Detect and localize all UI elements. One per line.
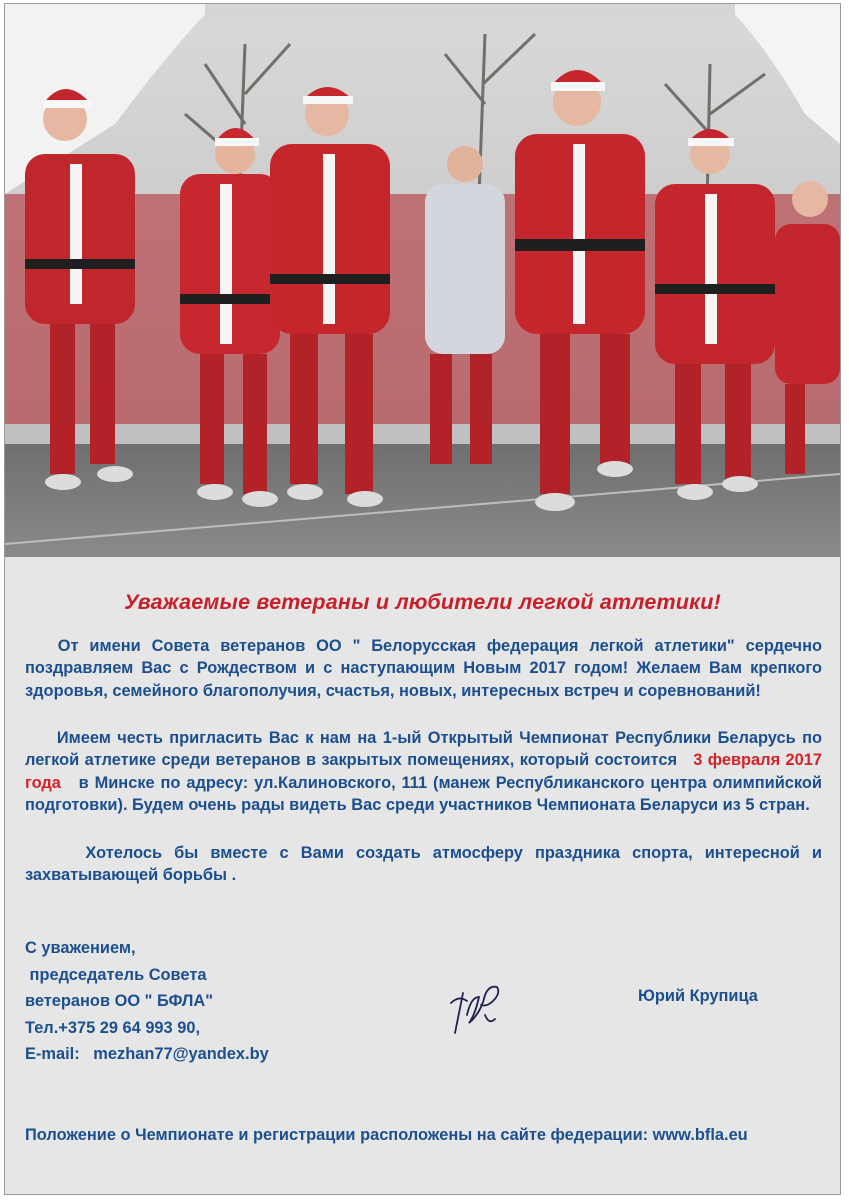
signer-title-line: председатель Совета [25, 965, 207, 984]
letter-sheet [4, 3, 841, 1195]
wishes-paragraph [25, 842, 822, 887]
santa-runners-photo [5, 4, 840, 557]
invitation-paragraph [25, 727, 822, 817]
handwritten-signature-icon [445, 975, 505, 1037]
invitation-text-start: Имеем честь пригласить Вас к нам на 1-ый Открытый Чемпионат Республики Беларусь по легкой атлетике среди ветеранов в закрытых помещениях, который состоится [25, 729, 822, 770]
signer-name: Юрий Крупица [638, 987, 758, 1005]
photo-illustration [5, 4, 840, 557]
phone-line: Тел.+375 29 64 993 90, [25, 1018, 201, 1037]
signature-block [25, 935, 269, 1068]
event-date: 3 февраля 2017 года [25, 751, 823, 792]
signer-organization-line: ветеранов ОО " БФЛА" [25, 992, 213, 1010]
greeting-paragraph [25, 635, 822, 702]
email-line: E-mail: mezhan77@yandex.by [25, 1045, 269, 1063]
greeting-text: От имени Совета ветеранов ОО " Белорусская федерация легкой атлетики" сердечно поздравляем Вас с Рождеством и с наступающим Новым 2017 годом! Желаем Вам крепкого здоровья, семейного благополучия, счастья, новых, интересных встреч и соревнований! [25, 637, 822, 700]
wishes-text: Хотелось бы вместе с Вами создать атмосферу праздника спорта, интересной и захватывающей борьбы . [25, 844, 822, 885]
closing-line: С уважением, [25, 939, 136, 957]
regulations-note: Положение о Чемпионате и регистрации расположены на сайте федерации: www.bfla.eu [25, 1126, 748, 1144]
letter-heading: Уважаемые ветераны и любители легкой атлетики! [124, 590, 721, 614]
invitation-text-end: в Минске по адресу: ул.Калиновского, 111 (манеж Республиканского центра олимпийской подготовки). Будем очень рады видеть Вас среди участников Чемпионата Беларуси из 5 стран. [25, 773, 822, 815]
